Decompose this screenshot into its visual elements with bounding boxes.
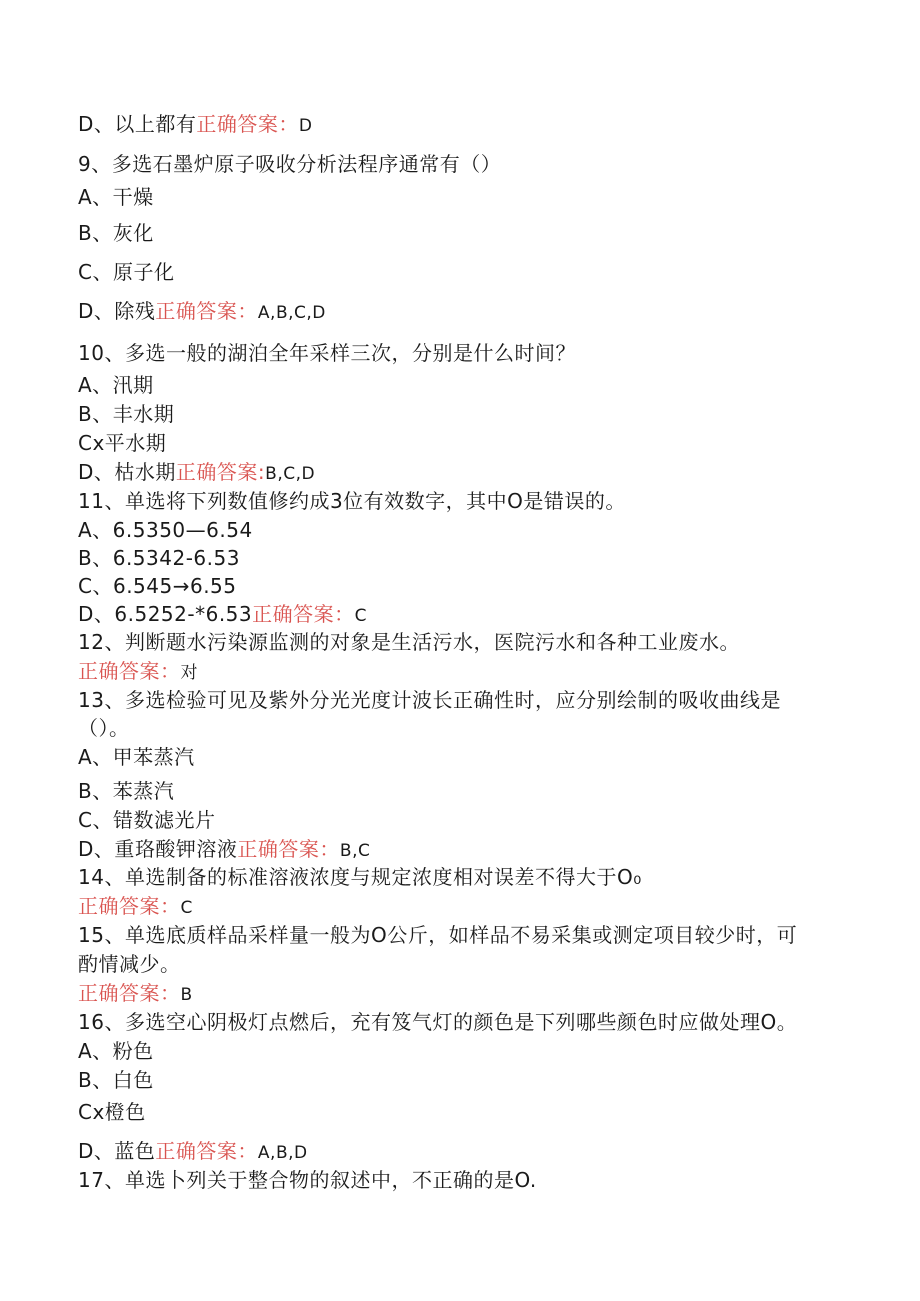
option-line: D、重珞酸钾溶液正确答案：B,C bbox=[78, 837, 371, 861]
question-line: 11、单选将下列数值修约成3位有效数字，其中O是错误的。 bbox=[78, 489, 626, 513]
option-line: B、丰水期 bbox=[78, 402, 175, 426]
option-line: A、干燥 bbox=[78, 185, 154, 209]
question-line: 14、单选制备的标准溶液浓度与规定浓度相对误差不得大于O₀ bbox=[78, 865, 642, 889]
answer-value: 对 bbox=[180, 663, 198, 683]
question-line-continued: 酌情减少。 bbox=[78, 952, 181, 976]
option-line: B、苯蒸汽 bbox=[78, 779, 175, 803]
answer-value: B bbox=[180, 985, 193, 1005]
answer-value: B,C,D bbox=[265, 464, 316, 484]
answer-label: 正确答案： bbox=[78, 659, 181, 683]
answer-value: A,B,D bbox=[257, 1143, 308, 1163]
option-line: A、6.5350—6.54 bbox=[78, 518, 253, 542]
question-line: 17、单选卜列关于整合物的叙述中，不正确的是O. bbox=[78, 1168, 537, 1192]
answer-label: 正确答案: bbox=[175, 460, 266, 484]
option-line: D、以上都有正确答案：D bbox=[78, 112, 313, 136]
answer-label: 正确答案： bbox=[78, 981, 181, 1005]
option-line: A、粉色 bbox=[78, 1039, 154, 1063]
answer-label: 正确答案： bbox=[78, 894, 181, 918]
answer-value: C bbox=[180, 898, 193, 918]
question-line: 16、多选空心阴极灯点燃后，充有笈气灯的颜色是下列哪些颜色时应做处理O。 bbox=[78, 1010, 798, 1034]
option-line: D、蓝色正确答案：A,B,D bbox=[78, 1139, 308, 1163]
option-line: D、除残正确答案：A,B,C,D bbox=[78, 299, 326, 323]
answer-label: 正确答案： bbox=[155, 1139, 258, 1163]
question-line: 12、判断题水污染源监测的对象是生活污水，医院污水和各种工业废水。 bbox=[78, 630, 740, 654]
option-line: B、灰化 bbox=[78, 221, 154, 245]
question-line: 15、单选底质样品采样量一般为O公斤，如样品不易采集或测定项目较少时，可 bbox=[78, 923, 798, 947]
option-line: B、白色 bbox=[78, 1068, 154, 1092]
option-line: D、枯水期正确答案:B,C,D bbox=[78, 460, 316, 484]
option-line: B、6.5342-6.53 bbox=[78, 546, 240, 570]
option-line: A、汛期 bbox=[78, 373, 154, 397]
option-line: C、6.545→6.55 bbox=[78, 574, 237, 598]
answer-value: A,B,C,D bbox=[257, 303, 326, 323]
option-line: D、6.5252-*6.53正确答案：C bbox=[78, 602, 368, 626]
answer-label: 正确答案： bbox=[252, 602, 355, 626]
answer-label: 正确答案： bbox=[196, 112, 299, 136]
answer-value: B,C bbox=[339, 841, 371, 861]
question-line-continued: （）。 bbox=[78, 716, 130, 740]
answer-label: 正确答案： bbox=[237, 837, 340, 861]
question-line: 10、多选一般的湖泊全年采样三次，分别是什么时间？ bbox=[78, 341, 576, 365]
option-line: A、甲苯蒸汽 bbox=[78, 745, 195, 769]
answer-value: C bbox=[354, 606, 368, 626]
option-line: C、错数滤光片 bbox=[78, 808, 216, 832]
option-line: C、原子化 bbox=[78, 260, 175, 284]
option-line: Cx橙色 bbox=[78, 1100, 146, 1124]
option-line: Cx平水期 bbox=[78, 431, 167, 455]
answer-value: D bbox=[298, 116, 313, 136]
answer-line bbox=[78, 894, 193, 920]
question-line: 9、多选石墨炉原子吸收分析法程序通常有（） bbox=[78, 152, 502, 176]
answer-line bbox=[78, 981, 193, 1007]
question-line: 13、多选检验可见及紫外分光光度计波长正确性时，应分别绘制的吸收曲线是 bbox=[78, 688, 781, 712]
answer-line bbox=[78, 659, 198, 685]
answer-label: 正确答案： bbox=[155, 299, 258, 323]
